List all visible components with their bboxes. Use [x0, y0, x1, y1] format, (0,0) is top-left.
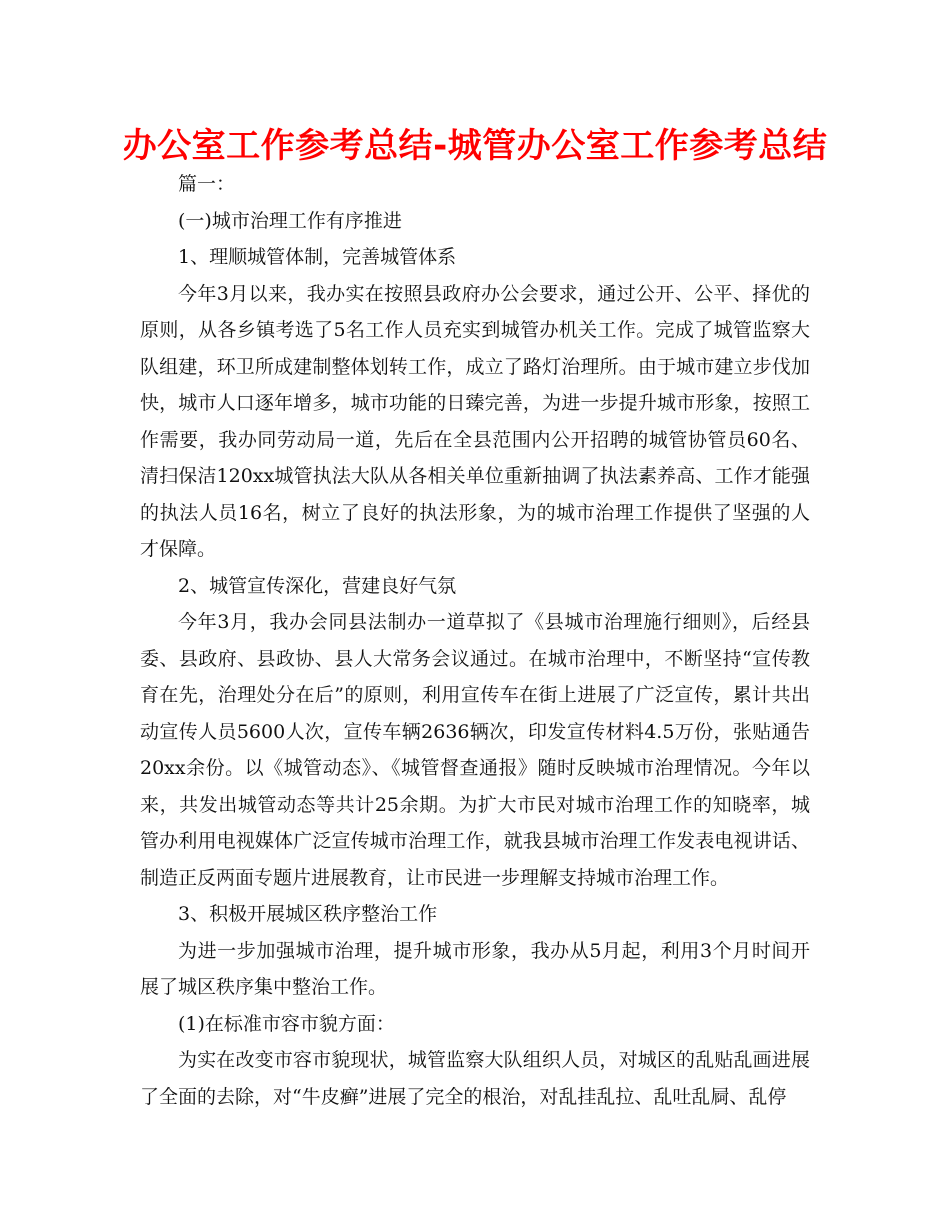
body-paragraph: 为实在改变市容市貌现状，城管监察大队组织人员，对城区的乱贴乱画进展了全面的去除，对“牛皮癣”进展了完全的根治，对乱挂乱拉、乱吐乱屙、乱停: [140, 1049, 810, 1108]
body-paragraph: 为进一步加强城市治理，提升城市形象，我办从5月起，利用3个月时间开展了城区秩序集中整治工作。: [140, 939, 810, 998]
subheading-2: 2、城管宣传深化，营建良好气氛: [178, 574, 457, 597]
subheading-1: 1、理顺城管体制，完善城管体系: [178, 246, 457, 268]
subheading-item-1: (1)在标准市容市貌方面：: [178, 1012, 395, 1035]
document-title: 办公室工作参考总结-城管办公室工作参考总结: [122, 126, 828, 166]
section-label: 篇一：: [178, 173, 236, 195]
body-paragraph: 今年3月以来，我办实在按照县政府办公会要求，通过公开、公平、择优的原则，从各乡镇考选了5名工作人员充实到城管办机关工作。完成了城管监察大队组建，环卫所成建制整体划转工作，成立了路灯治理所。由于城市建立步伐加快，城市人口逐年增多，城市功能的日臻完善，为进一步提升城市形象，按照工作需要，我办同劳动局一道，先后在全县范围内公开招聘的城管协管员60名、清扫保洁120xx城管执法大队从各相关单位重新抽调了执法素养高、工作才能强的执法人员16名，树立了良好的执法形象，为的城市治理工作提供了坚强的人才保障。: [140, 282, 810, 560]
document-body: [140, 166, 810, 1115]
section-heading: (一)城市治理工作有序推进: [178, 209, 402, 232]
body-paragraph: 今年3月，我办会同县法制办一道草拟了《县城市治理施行细则》，后经县委、县政府、县政协、县人大常务会议通过。在城市治理中，不断坚持“宣传教育在先，治理处分在后”的原则，利用宣传车在街上进展了广泛宣传，累计共出动宣传人员5600人次，宣传车辆2636辆次，印发宣传材料4.5万份，张贴通告20xx余份。以《城管动态》、《城管督查通报》随时反映城市治理情况。今年以来，共发出城管动态等共计25余期。为扩大市民对城市治理工作的知晓率，城管办利用电视媒体广泛宣传城市治理工作，就我县城市治理工作发表电视讲话、制造正反两面专题片进展教育，让市民进一步理解支持城市治理工作。: [140, 611, 810, 889]
subheading-3: 3、积极开展城区秩序整治工作: [178, 903, 438, 925]
